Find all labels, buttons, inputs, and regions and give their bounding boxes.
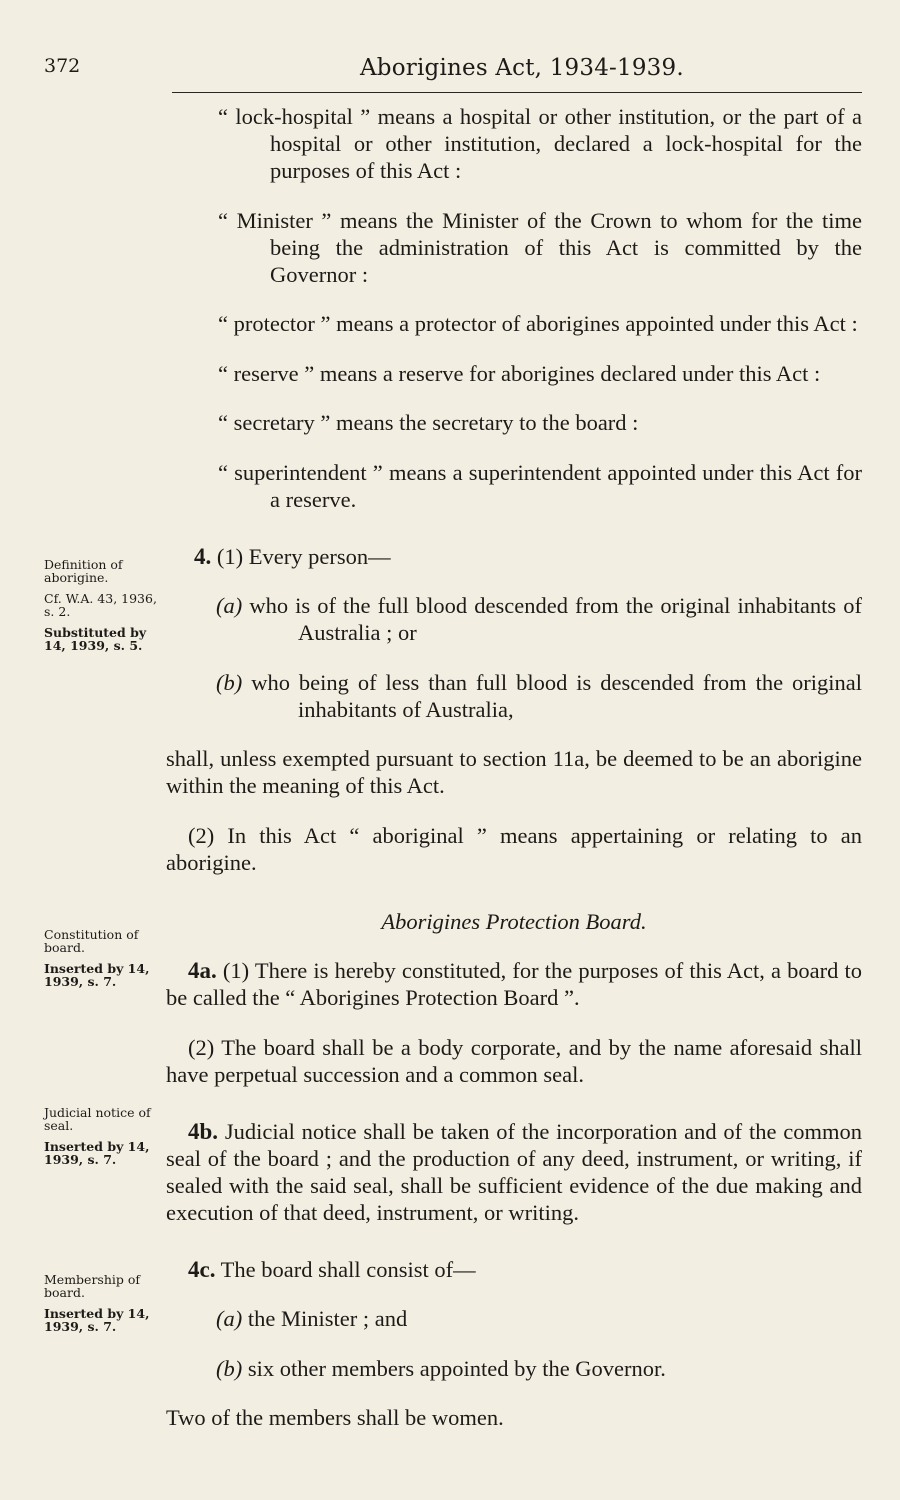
para-text: six other members appointed by the Governor. — [242, 1355, 666, 1381]
margin-note-amend: Inserted by 14, 1939, s. 7. — [44, 961, 150, 989]
section-lead-text: The board shall consist of— — [215, 1256, 476, 1282]
running-title: Aborigines Act, 1934-1939. — [360, 55, 684, 81]
definition-text: means the Minister of the Crown to whom for the time being the administration of this Act is committed by the Governor : — [270, 207, 862, 287]
para-text: who being of less than full blood is descended from the original inhabitants of Australia, — [242, 669, 862, 722]
section-number: 4a. — [188, 958, 217, 983]
section-4b — [166, 1118, 862, 1226]
margin-note-amend: Inserted by 14, 1939, s. 7. — [44, 1306, 150, 1334]
margin-note-section-4b — [44, 1106, 164, 1174]
section-4c — [166, 1256, 862, 1432]
section-4 — [166, 543, 862, 876]
definition-text: means a reserve for aborigines declared under this Act : — [314, 360, 821, 386]
margin-note-amend: Inserted by 14, 1939, s. 7. — [44, 1139, 150, 1167]
para-text: the Minister ; and — [242, 1306, 408, 1331]
margin-note-title: Judicial notice of seal. — [44, 1105, 151, 1133]
margin-note-title: Membership of board. — [44, 1272, 141, 1300]
section-4c-lead — [166, 1256, 862, 1283]
section-text: (1) There is hereby constituted, for the purposes of this Act, a board to be called the “ Aborigines Protection Board ”. — [166, 958, 862, 1010]
margin-note-ref: Cf. W.A. 43, 1936, s. 2. — [44, 591, 157, 619]
section-4a — [166, 957, 862, 1088]
section-number: 4. — [194, 543, 212, 569]
section-4a-subsection-2: (2) The board shall be a body corporate, and by the name aforesaid shall have perpetual succession and a common seal. — [166, 1034, 862, 1087]
definition-text: means a superintendent appointed under this Act for a reserve. — [270, 459, 863, 512]
page-number: 372 — [44, 55, 81, 77]
heading-aborigines-protection-board: Aborigines Protection Board. — [381, 908, 647, 934]
margin-note-section-4 — [44, 558, 164, 660]
para-text: who is of the full blood descended from the original inhabitants of Australia ; or — [242, 593, 862, 645]
definition-term: “ superintendent ” — [218, 459, 383, 485]
para-label: (b) — [216, 669, 243, 695]
section-4-tail: shall, unless exempted pursuant to section 11a, be deemed to be an aborigine within the meaning of this Act. — [166, 746, 862, 798]
definition-text: means a protector of aborigines appointed under this Act : — [330, 311, 858, 336]
definition-term: “ protector ” — [218, 311, 331, 336]
definition-protector — [218, 310, 862, 337]
section-4-para-a — [216, 592, 862, 646]
definition-superintendent — [218, 459, 862, 513]
definition-minister — [218, 207, 862, 288]
section-number: 4b. — [188, 1118, 219, 1144]
margin-note-section-4c — [44, 1273, 164, 1341]
para-label: (a) — [216, 1306, 243, 1331]
section-4-subsection-2: (2) In this Act “ aboriginal ” means appertaining or relating to an aborigine. — [166, 822, 862, 875]
section-4a-subsection-1 — [166, 957, 862, 1011]
para-label: (a) — [216, 593, 243, 618]
definition-secretary — [218, 409, 862, 436]
section-text: Judicial notice shall be taken of the incorporation and of the common seal of the board ; and the production of any deed, instrument, or writing, if sealed with the said seal, shall be sufficient evidence of the due making and execution of that deed, instrument, or writing. — [166, 1118, 862, 1225]
section-4-para-b — [216, 669, 862, 723]
page-body — [166, 103, 862, 1442]
definition-term: “ secretary ” — [218, 410, 331, 435]
margin-note-amend: Substituted by 14, 1939, s. 5. — [44, 625, 147, 653]
margin-note-section-4a — [44, 928, 164, 996]
definition-term: “ Minister ” — [218, 207, 332, 233]
para-label: (b) — [216, 1355, 243, 1381]
definition-text: means a hospital or other institution, or the part of a hospital or other institution, declared a lock-hospital for the purposes of this Act : — [270, 104, 863, 183]
definition-reserve — [218, 360, 862, 387]
section-4c-tail: Two of the members shall be women. — [166, 1405, 504, 1430]
header-rule — [172, 92, 862, 93]
section-lead-text: (1) Every person— — [211, 543, 391, 569]
margin-note-title: Constitution of board. — [44, 927, 139, 955]
definition-term: “ lock-hospital ” — [218, 104, 371, 129]
section-4b-text — [166, 1118, 862, 1226]
margin-note-title: Definition of aborigine. — [44, 557, 123, 585]
definition-term: “ reserve ” — [218, 360, 315, 386]
section-number: 4c. — [188, 1256, 216, 1282]
definition-lock-hospital — [218, 103, 862, 184]
section-4c-para-a — [216, 1305, 862, 1332]
section-4-lead — [194, 543, 862, 570]
section-4c-para-b — [216, 1355, 862, 1382]
definition-text: means the secretary to the board : — [330, 410, 639, 435]
definitions-list — [166, 103, 862, 513]
